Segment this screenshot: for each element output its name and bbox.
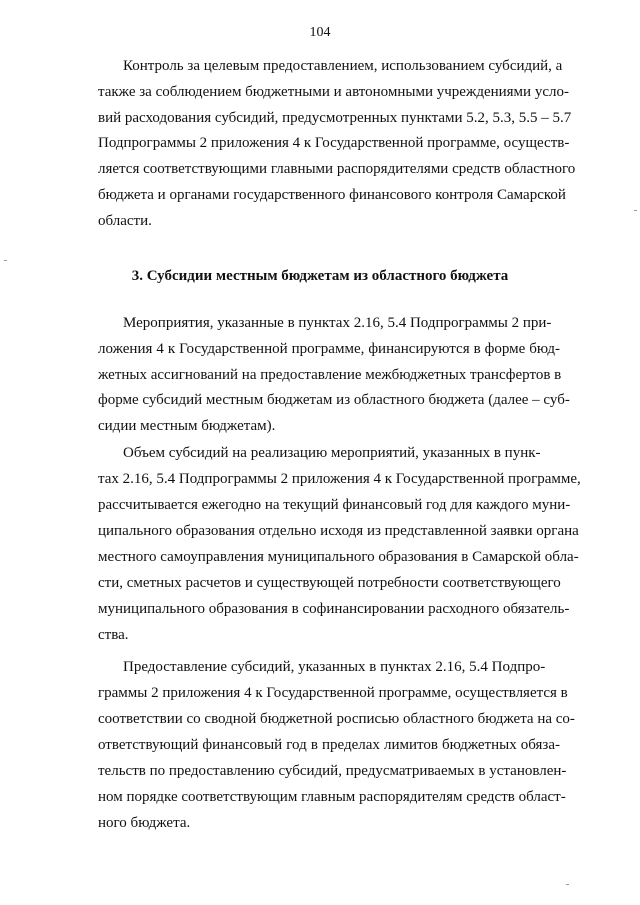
scan-speck: [566, 884, 569, 885]
paragraph-line: Подпрограммы 2 приложения 4 к Государственной программе, осуществ-: [98, 135, 570, 151]
paragraph-line: сти, сметных расчетов и существующей потребности соответствующего: [98, 575, 561, 591]
paragraph-line: ном порядке соответствующим главным распорядителям средств област-: [98, 789, 566, 805]
paragraph-line: также за соблюдением бюджетными и автономными учреждениями усло-: [98, 84, 569, 100]
paragraph-line: Предоставление субсидий, указанных в пунктах 2.16, 5.4 Подпро-: [123, 659, 546, 675]
paragraph-line: бюджета и органами государственного финансового контроля Самарской: [98, 187, 566, 203]
paragraph-line: ложения 4 к Государственной программе, финансируются в форме бюд-: [98, 341, 560, 357]
paragraph-line: ципального образования отдельно исходя из представленной заявки органа: [98, 523, 579, 539]
paragraph-line: ляется соответствующими главными распорядителями средств областного: [98, 161, 576, 177]
paragraph-line: форме субсидий местным бюджетам из областного бюджета (далее – суб-: [98, 392, 570, 408]
paragraph-line: Объем субсидий на реализацию мероприятий, указанных в пунк-: [123, 445, 541, 461]
paragraph-line: вий расходования субсидий, предусмотренных пунктами 5.2, 5.3, 5.5 – 5.7: [98, 110, 572, 126]
paragraph-line: сидии местным бюджетам).: [98, 418, 276, 434]
paragraph-line: ного бюджета.: [98, 815, 191, 831]
paragraph-line: тах 2.16, 5.4 Подпрограммы 2 приложения 4 к Государственной программе,: [98, 471, 581, 487]
paragraph-line: рассчитывается ежегодно на текущий финансовый год для каждого муни-: [98, 497, 571, 513]
scan-speck: [634, 210, 637, 211]
paragraph-line: муниципального образования в софинансировании расходного обязатель-: [98, 601, 570, 617]
page-number: 104: [309, 25, 331, 40]
section-heading: 3. Субсидии местным бюджетам из областного бюджета: [131, 268, 509, 284]
paragraph-line: Контроль за целевым предоставлением, использованием субсидий, а: [123, 58, 563, 74]
paragraph-line: ства.: [98, 627, 129, 643]
paragraph-line: тельств по предоставлению субсидий, предусматриваемых в установлен-: [98, 763, 567, 779]
paragraph-line: местного самоуправления муниципального образования в Самарской обла-: [98, 549, 579, 565]
paragraph-line: области.: [98, 213, 152, 229]
paragraph-line: соответствии со сводной бюджетной росписью областного бюджета на со-: [98, 711, 575, 727]
paragraph-line: жетных ассигнований на предоставление межбюджетных трансфертов в: [98, 367, 562, 383]
paragraph-line: граммы 2 приложения 4 к Государственной программе, осуществляется в: [98, 685, 568, 701]
paragraph-line: Мероприятия, указанные в пунктах 2.16, 5.4 Подпрограммы 2 при-: [123, 315, 552, 331]
paragraph-line: ответствующий финансовый год в пределах лимитов бюджетных обяза-: [98, 737, 560, 753]
scan-speck: [4, 260, 7, 261]
